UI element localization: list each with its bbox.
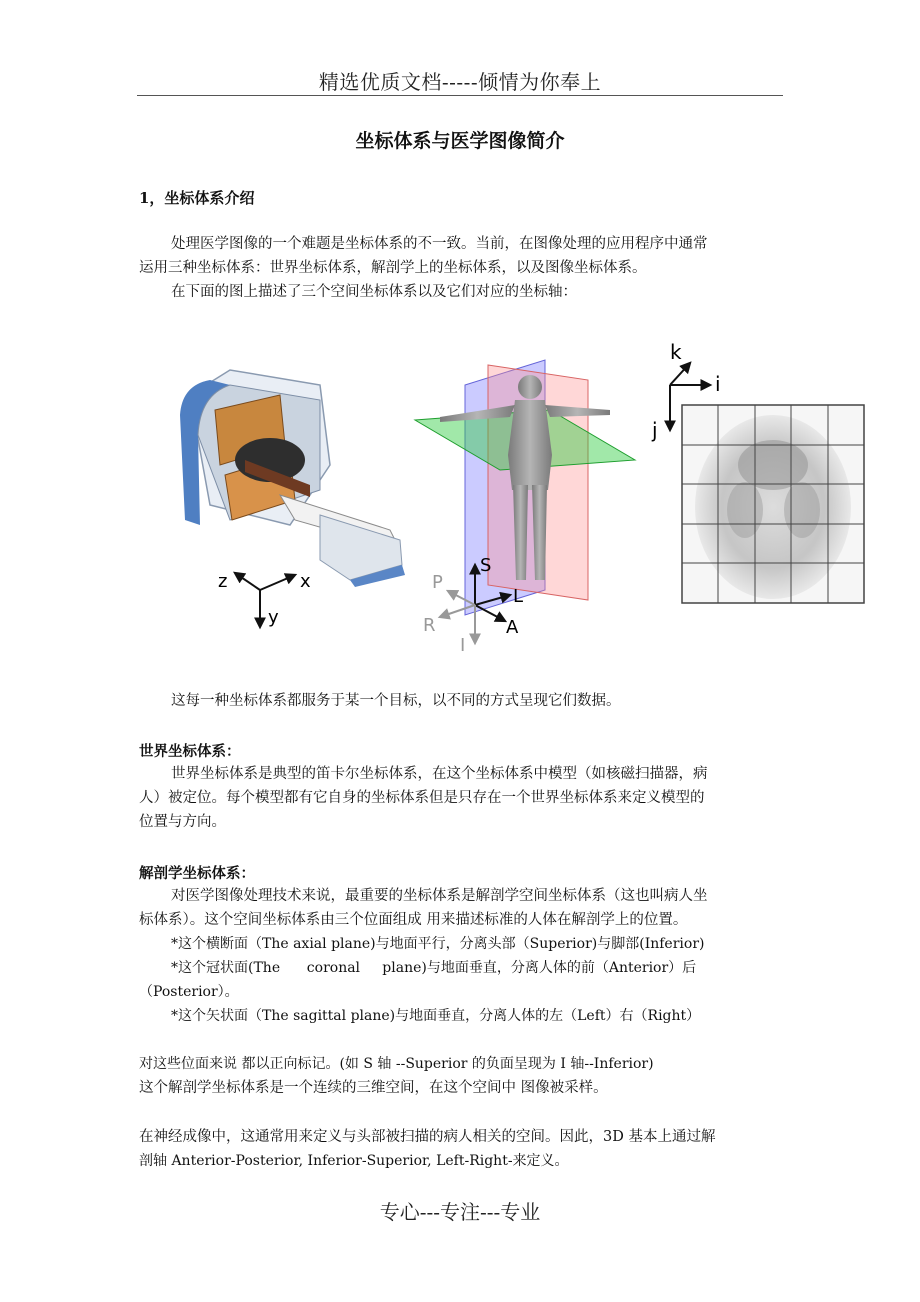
page-header: 精选优质文档-----倾情为你奉上 <box>318 70 602 94</box>
world-line-2: 人）被定位。每个模型都有它自身的坐标体系但是只存在一个世界坐标体系来定义模型的 <box>139 790 705 806</box>
intro-line-2: 运用三种坐标体系：世界坐标体系，解剖学上的坐标体系，以及图像坐标体系。 <box>139 260 647 276</box>
intro-line-1: 处理医学图像的一个难题是坐标体系的不一致。当前，在图像处理的应用程序中通常 <box>171 236 708 252</box>
axis-S-label: S <box>480 555 492 576</box>
figure-intro-line: 在下面的图上描述了三个空间坐标体系以及它们对应的坐标轴： <box>171 284 577 300</box>
caption-line: 这每一种坐标体系都服务于某一个目标，以不同的方式呈现它们数据。 <box>171 693 621 709</box>
section-heading-coordinate-systems: 1，坐标体系介绍 <box>139 189 255 207</box>
anatomical-paragraph <box>139 884 784 1028</box>
anatomy-line-1: 对医学图像处理技术来说，最重要的坐标体系是解剖学空间坐标体系（这也叫病人坐 <box>171 888 708 904</box>
image-axis-j-label: j <box>652 418 658 442</box>
sagittal-plane-bullet: *这个矢状面（The sagittal plane)与地面垂直，分离人体的左（Left）右（Right） <box>171 1008 701 1024</box>
positive-line-1: 对这些位面来说 都以正向标记。(如 S 轴 --Superior 的负面呈现为 I 轴--Inferior) <box>139 1056 654 1072</box>
neuro-line-1: 在神经成像中，这通常用来定义与头部被扫描的病人相关的空间。因此，3D 基本上通过解 <box>139 1129 716 1145</box>
coronal-plane-bullet-cont: （Posterior）。 <box>139 984 239 1000</box>
coordinate-systems-figure <box>170 325 870 665</box>
positive-direction-paragraph <box>139 1052 784 1100</box>
world-line-3: 位置与方向。 <box>139 814 226 830</box>
document-title: 坐标体系与医学图像简介 <box>355 130 565 152</box>
axis-A-label: A <box>506 617 519 638</box>
world-coordinate-paragraph <box>139 762 784 834</box>
image-axis-i-label: i <box>715 372 721 396</box>
axis-L-label: L <box>513 586 524 607</box>
intro-paragraph <box>139 232 784 304</box>
neuro-line-2: 剖轴 Anterior-Posterior, Inferior-Superior, Left-Right-来定义。 <box>139 1153 569 1169</box>
page-footer: 专心---专注---专业 <box>379 1200 541 1224</box>
anatomy-line-2: 标体系）。这个空间坐标体系由三个位面组成 用来描述标准的人体在解剖学上的位置。 <box>139 912 688 928</box>
world-line-1: 世界坐标体系是典型的笛卡尔坐标体系，在这个坐标体系中模型（如核磁扫描器，病 <box>171 766 708 782</box>
axial-plane-bullet: *这个横断面（The axial plane)与地面平行，分离头部（Superior)与脚部(Inferior) <box>171 936 705 952</box>
header-divider <box>137 95 783 96</box>
anatomical-planes-illustration <box>415 360 635 615</box>
brain-slice-image-grid <box>682 405 864 603</box>
axis-R-label: R <box>423 615 436 636</box>
axis-I-label: I <box>460 635 466 656</box>
axis-P-label: P <box>432 572 443 593</box>
world-axis-z-label: z <box>218 571 228 592</box>
neuroimaging-paragraph <box>139 1125 784 1173</box>
coronal-plane-bullet: *这个冠状面(The coronal plane)与地面垂直，分离人体的前（Anterior）后 <box>171 960 697 976</box>
mri-scanner-illustration <box>180 370 405 587</box>
anatomical-coordinate-heading: 解剖学坐标体系： <box>139 865 255 882</box>
world-axis-y-label: y <box>268 607 279 628</box>
world-axis-x-label: x <box>300 571 311 592</box>
positive-line-2: 这个解剖学坐标体系是一个连续的三维空间，在这个空间中 图像被采样。 <box>139 1080 608 1096</box>
figure-caption <box>139 689 784 713</box>
world-coordinate-axes <box>218 571 311 628</box>
image-axis-k-label: k <box>670 340 682 364</box>
world-coordinate-heading: 世界坐标体系： <box>139 743 241 760</box>
